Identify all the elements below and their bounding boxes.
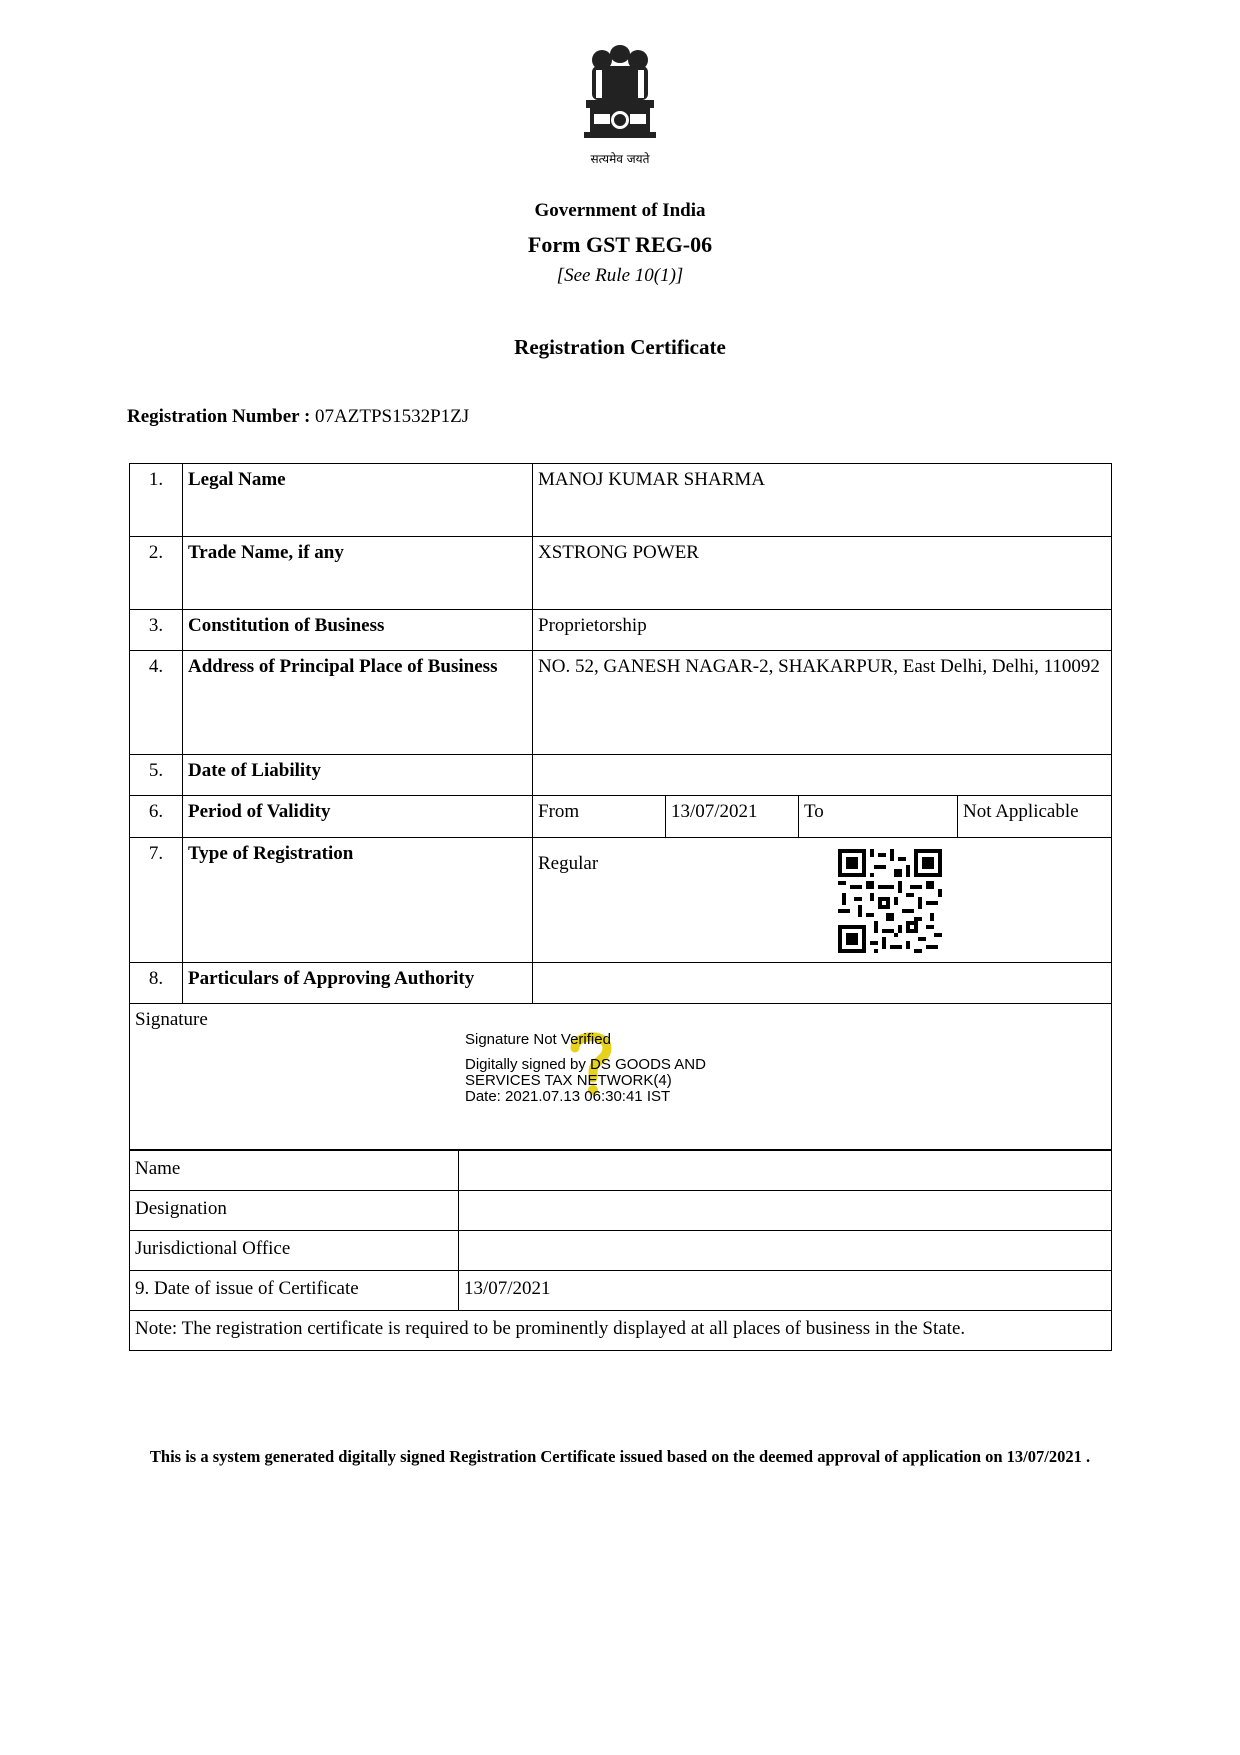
digital-signature-block [465,1032,706,1105]
row-label: Trade Name, if any [183,537,533,610]
row-number: 6. [130,796,183,838]
row-number: 1. [130,464,183,537]
issue-date-value: 13/07/2021 [459,1271,1112,1311]
validity-from-label: From [533,796,666,837]
qr-code [838,849,942,953]
row-label: Date of Liability [183,755,533,796]
row-number: 4. [130,651,183,755]
row-label: Legal Name [183,464,533,537]
signature-status: Signature Not Verified [465,1031,611,1048]
row-number: 3. [130,610,183,651]
validity-to-label: To [799,796,958,837]
name-label: Name [130,1151,459,1191]
validity-period [533,796,1111,837]
row-number: 7. [130,838,183,963]
row-number: 8. [130,963,183,1004]
table-row [130,1151,1112,1191]
approving-authority-value [533,963,1112,1004]
row-number: 5. [130,755,183,796]
authority-table [129,1150,1112,1351]
registration-number-label: Registration Number : [127,406,311,427]
emblem-motto: सत्यमेव जयते [590,152,650,166]
jurisdictional-office-label: Jurisdictional Office [130,1231,459,1271]
row-number: 2. [130,537,183,610]
row-label: Period of Validity [183,796,533,838]
certificate-title: Registration Certificate [514,335,726,359]
signature-signed-by: Digitally signed by DS GOODS AND [465,1056,706,1073]
table-row [130,464,1112,537]
row-label: Type of Registration [183,838,533,963]
validity-from-value: 13/07/2021 [666,796,799,837]
jurisdictional-office-value [459,1231,1112,1271]
row-label: Particulars of Approving Authority [183,963,533,1004]
row-label: Address of Principal Place of Business [183,651,533,755]
table-row [130,963,1112,1004]
signature-signer-org: SERVICES TAX NETWORK(4) [465,1072,672,1089]
registration-number-value: 07AZTPS1532P1ZJ [315,406,470,427]
issue-date-label: 9. Date of issue of Certificate [130,1271,459,1311]
table-row [130,610,1112,651]
legal-name-value: MANOJ KUMAR SHARMA [533,464,1112,537]
validity-to-value: Not Applicable [963,801,1079,822]
rule-reference: [See Rule 10(1)] [556,265,684,286]
table-row [130,1191,1112,1231]
signature-date: Date: 2021.07.13 06:30:41 IST [465,1088,671,1105]
table-row [130,755,1112,796]
signature-label: Signature [130,1004,1112,1150]
table-row [130,1311,1112,1351]
form-title: Form GST REG-06 [527,232,713,257]
trade-name-value: XSTRONG POWER [533,537,1112,610]
constitution-value: Proprietorship [533,610,1112,651]
table-row [130,651,1112,755]
registration-type-value: Regular [533,838,1112,963]
table-row [130,796,1112,838]
table-row [130,1271,1112,1311]
government-heading: Government of India [534,200,706,221]
name-value [459,1151,1112,1191]
designation-label: Designation [130,1191,459,1231]
validity-cell [533,796,1112,838]
table-row [130,838,1112,963]
table-row [130,1231,1112,1271]
row-label: Constitution of Business [183,610,533,651]
table-row [130,537,1112,610]
display-note: Note: The registration certificate is required to be prominently displayed at all places of business in the State. [130,1311,1112,1351]
system-generated-footer: This is a system generated digitally signed Registration Certificate issued based on the deemed approval of application on 13/07/2021 . [149,1447,1091,1466]
designation-value [459,1191,1112,1231]
liability-date-value [533,755,1112,796]
registration-number [127,406,469,428]
address-value: NO. 52, GANESH NAGAR-2, SHAKARPUR, East Delhi, Delhi, 110092 [533,651,1112,755]
